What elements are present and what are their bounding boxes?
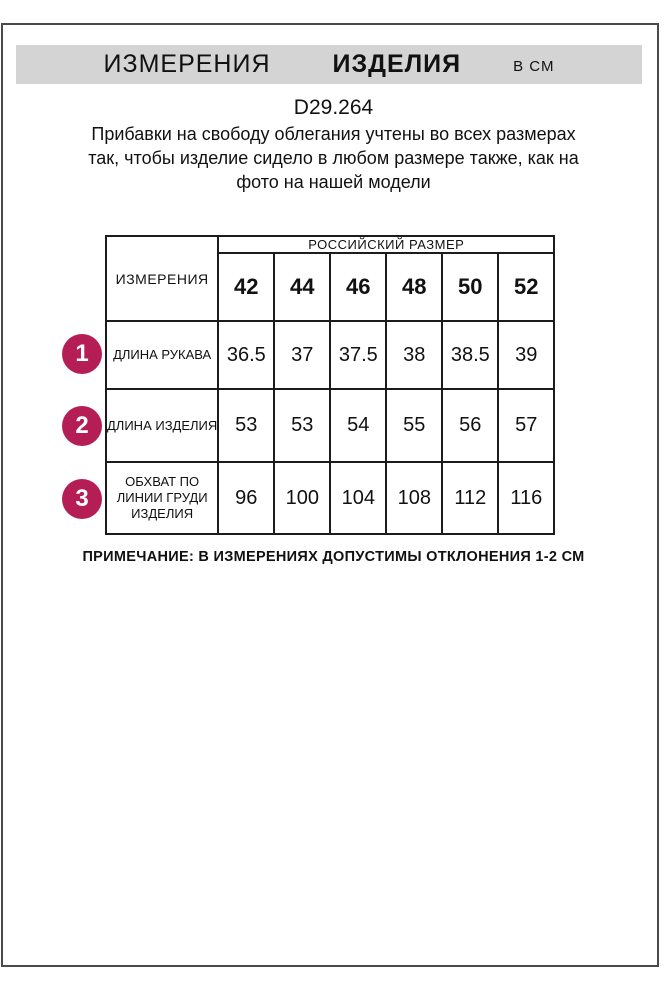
value-cell: 38.5 [442,321,498,389]
description-paragraph [0,122,667,194]
size-header-cell: 52 [498,253,554,321]
value-cell: 55 [386,389,442,462]
description-line-3: фото на нашей модели [236,172,431,192]
value-cell: 39 [498,321,554,389]
value-cell: 108 [386,462,442,534]
size-header-cell: 44 [274,253,330,321]
value-cell: 54 [330,389,386,462]
value-cell: 104 [330,462,386,534]
row-label-cell: ДЛИНА РУКАВА [106,321,218,389]
value-cell: 112 [442,462,498,534]
row-number-badge-2: 2 [62,406,102,446]
value-cell: 116 [498,462,554,534]
header-unit-label: В СМ [513,58,555,75]
row-number-badge-1: 1 [62,334,102,374]
tolerance-note: ПРИМЕЧАНИЕ: В ИЗМЕРЕНИЯХ ДОПУСТИМЫ ОТКЛОНЕНИЯ 1-2 СМ [82,549,585,565]
value-cell: 37 [274,321,330,389]
row-label-cell: ДЛИНА ИЗДЕЛИЯ [106,389,218,462]
header-title-product: ИЗДЕЛИЯ [332,50,462,78]
table-row-chest-girth [106,462,554,534]
value-cell: 53 [274,389,330,462]
header-bar [16,45,642,84]
product-code: D29.264 [293,96,374,119]
value-cell: 53 [218,389,274,462]
group-header-cell: РОССИЙСКИЙ РАЗМЕР [218,236,554,253]
size-header-cell: 48 [386,253,442,321]
size-table [105,235,555,535]
description-line-2: так, чтобы изделие сидело в любом размере также, как на [88,148,579,168]
value-cell: 36.5 [218,321,274,389]
size-header-cell: 42 [218,253,274,321]
row-number-badge-3: 3 [62,479,102,519]
table-row-sleeve-length [106,321,554,389]
description-line-1: Прибавки на свободу облегания учтены во всех размерах [91,124,576,144]
value-cell: 56 [442,389,498,462]
size-header-cell: 46 [330,253,386,321]
value-cell: 38 [386,321,442,389]
value-cell: 37.5 [330,321,386,389]
size-header-cell: 50 [442,253,498,321]
value-cell: 96 [218,462,274,534]
header-title-measurements: ИЗМЕРЕНИЯ [103,50,271,78]
measure-header-cell: ИЗМЕРЕНИЯ [106,236,218,321]
value-cell: 100 [274,462,330,534]
table-row-item-length [106,389,554,462]
value-cell: 57 [498,389,554,462]
row-label-cell: ОБХВАТ ПО ЛИНИИ ГРУДИ ИЗДЕЛИЯ [106,462,218,534]
table-row-group-header [106,236,554,253]
